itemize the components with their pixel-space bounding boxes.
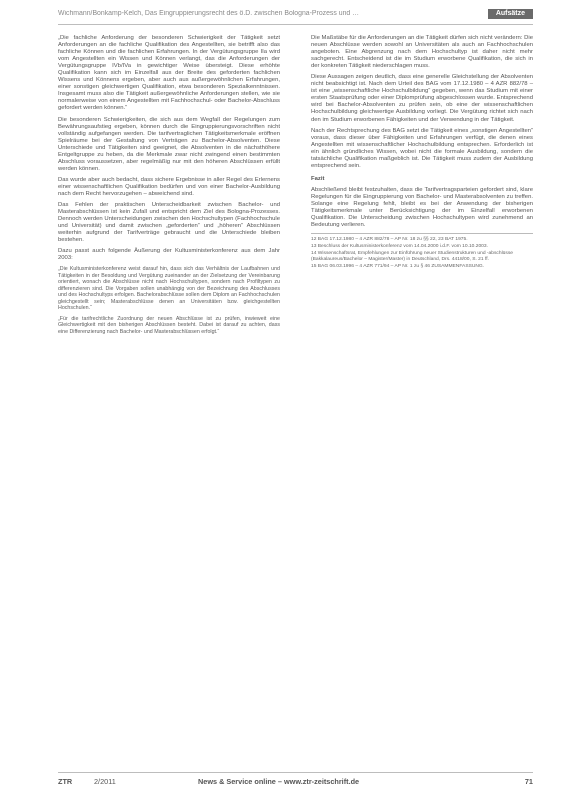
paragraph: Die besonderen Schwierigkeiten, die sich aus dem Wegfall der Regelungen zum Bewährungsaufstieg ergeben, können durch die Eingruppierungsvorschriften nicht vollständig aufgefangen werden. Die tarifvertraglichen Tätigkeitsmerkmale eröffnen Spielräume bei der Gestaltung von Verträgen zu Bachelor-Absolventen. Diese Unterschiede und Tätigkeiten sind geeignet, die Absolventen in die nächsthöhere Entgeltgruppe zu heben, da die Merkmale zwar nicht zwingend einen bestimmten Abschluss voraussetzen, aber regelmäßig nur mit den höheren Abschlüssen erfüllt werden können.	[58, 116, 280, 172]
block-quote: „Für die tarifrechtliche Zuordnung der neuen Abschlüsse ist zu prüfen, inwieweit eine Gleichwertigkeit mit den bisherigen Abschlüssen besteht. Dabei ist darauf zu achten, dass eine Differenzierung nach Bachelor- und Masterabschlüssen erfolgt.“	[58, 315, 280, 335]
footer-website: News & Service online – www.ztr-zeitschrift.de	[198, 777, 360, 786]
journal-name: ZTR	[58, 777, 73, 786]
footnote: 13 Beschluss der Kultusministerkonferenz vom 14.04.2000 i.d.F. vom 10.10.2003.	[311, 244, 488, 250]
paragraph: Diese Aussagen zeigen deutlich, dass eine generelle Gleichstellung der Absolventen nicht beabsichtigt ist. Nach dem Urteil des BAG vom 17.12.1980 – 4 AZR 882/78 – ist eine „wissenschaftliche Hochschulbildung“ gegeben, wenn das Studium mit einer ersten Staatsprüfung oder einer Diplomprüfung abgeschlossen wurde. Entsprechend wird bei Bachelor-Absolventen zu prüfen sein, ob eine der wissenschaftlichen Hochschulbildung gleichwertige Ausbildung vorliegt. Die Vergütung richtet sich nach den im Studium erworbenen Fähigkeiten und der Verwendung in der Tätigkeit.	[311, 74, 533, 123]
page-footer	[58, 777, 533, 789]
block-quote: „Die Kultusministerkonferenz weist darauf hin, dass sich das Verhältnis der Laufbahnen und Tätigkeiten in der Besoldung und Vergütung zueinander an der Zielsetzung der Vereinbarung orientiert, wonach die Abschlüsse nicht nach Hochschultypen, sondern nach Profiltypen zu differenzieren sind. Die Vorgaben sollen unabhängig von der Bezeichnung des Abschlusses und des Hochschultyps erfolgen. Bachelorabschlüsse sollen dem Diplom an Fachhochschulen gleichgestellt sein; Masterabschlüsse denen an Universitäten bzw. gleichgestellten Hochschulen.“	[58, 266, 280, 312]
issue-number: 2/2011	[94, 777, 116, 786]
left-column	[58, 35, 280, 339]
paragraph: Das Fehlen der praktischen Unterscheidbarkeit zwischen Bachelor- und Masterabschlüssen ist kein Zufall und entspricht dem Ziel des Bologna-Prozesses. Dennoch werden Unterscheidungen zwischen den Hochschultypen (Fachhochschule und Universität) und damit zwischen „geforderten“ und „höheren“ Abschlüssen weiterhin aufgrund der Tarifverträge gebraucht und die Unterschiede bleiben bestehen.	[58, 202, 280, 244]
section-heading: Fazit	[311, 175, 325, 182]
running-title: Wichmann/Bonkamp-Kelch, Das Eingruppierungsrecht des ö.D. zwischen Bologna-Prozess und …	[58, 10, 360, 17]
footnote: 14 Wissenschaftsrat, Empfehlungen zur Einführung neuer Studienstrukturen und -abschlüsse (Bakkalaureus/Bachelor – Magister/Master) in Deutschland, Drs. 4418/00, S. 21 ff.	[311, 251, 513, 263]
right-column	[311, 35, 533, 271]
footer-rule	[58, 772, 533, 773]
paragraph: Abschließend bleibt festzuhalten, dass die Tarifvertragsparteien gefordert sind, klare Regelungen für die Eingruppierung von Bachelor- und Masterabsolventen zu treffen. Solange eine Regelung fehlt, bleibt es bei der Anwendung der bisherigen Tätigkeitsmerkmale unter Berücksichtigung der im Einzelfall erworbenen Qualifikation. Die Unterscheidung zwischen Hochschultypen wird zunehmend an Bedeutung verlieren.	[311, 186, 533, 229]
paragraph: Nach der Rechtsprechung des BAG setzt die Tätigkeit eines „sonstigen Angestellten“ voraus, dass dieser über Fähigkeiten und Erfahrungen verfügt, die denen eines Angestellten mit wissenschaftlicher Hochschulbildung entsprechen. Erforderlich ist ein ähnlich gründliches Wissen, wobei nicht die formale Ausbildung, sondern die tatsächliche Qualifikation maßgeblich ist. Die Tätigkeit muss zudem der Ausbildung entsprechend sein.	[311, 127, 533, 169]
page-header	[58, 10, 533, 23]
page-number: 71	[524, 777, 533, 786]
header-rule	[58, 24, 533, 25]
section-tab: Aufsätze	[488, 9, 533, 19]
footnote-divider	[311, 233, 533, 234]
paragraph: „Die fachliche Anforderung der besonderen Schwierigkeit der Tätigkeit setzt Anforderungen an die fachliche Qualifikation des Angestellten, sie betrifft also das fachliche Können und die fachlichen Erfahrungen. In der Vergütungsgruppe IIa wird vom Angestellten ein Wissen und Können verlangt, das die Anforderungen der Vergütungsgruppe IVb/IVa in gewichtiger Weise übersteigt. Diese erhöhte Qualifikation kann sich im Einzelfall aus der Breite des geforderten fachlichen Wissens und Könnens ergeben, aber auch aus außergewöhnlichen Erfahrungen, einer sonstigen gleichwertigen Qualifikation, etwa besonderen Spezialkenntnissen. Insgesamt muss also die Tätigkeit außergewöhnliche Anforderungen stellen, wie sie normalerweise von einem Angestellten mit Fachhochschul- oder Bachelor-Abschluss gefordert werden können.“	[58, 35, 280, 112]
footnote: 12 BAG 17.12.1980 – 4 AZR 882/78 – AP Nr. 18 zu §§ 22, 23 BAT 1975.	[311, 237, 468, 243]
paragraph: Die Maßstäbe für die Anforderungen an die Tätigkeit dürfen sich nicht verändern: Die neuen Abschlüsse werden sowohl an Universitäten als auch an Fachhochschulen angeboten. Eine Abgrenzung nach dem Hochschultyp ist daher nicht mehr sachgerecht. Entscheidend ist die im Studium erworbene Qualifikation, die sich in der konkreten Tätigkeit niederschlagen muss.	[311, 35, 533, 70]
paragraph: Dazu passt auch folgende Äußerung der Kultusministerkonferenz aus dem Jahr 2003:	[58, 248, 280, 262]
footnote: 15 BAG 06.03.1996 – 4 AZR 771/94 – AP Nr. 1 zu § 46 ZUSAMMENFASSUNG.	[311, 264, 485, 270]
paragraph: Das wurde aber auch bedacht, dass sichere Ergebnisse in aller Regel des Erlernens einer wissenschaftlichen Qualifikation bedürfen und von einer Bachelor-Ausbildung nach dem Recht hervorzugehen – abweichend sind.	[58, 176, 280, 197]
